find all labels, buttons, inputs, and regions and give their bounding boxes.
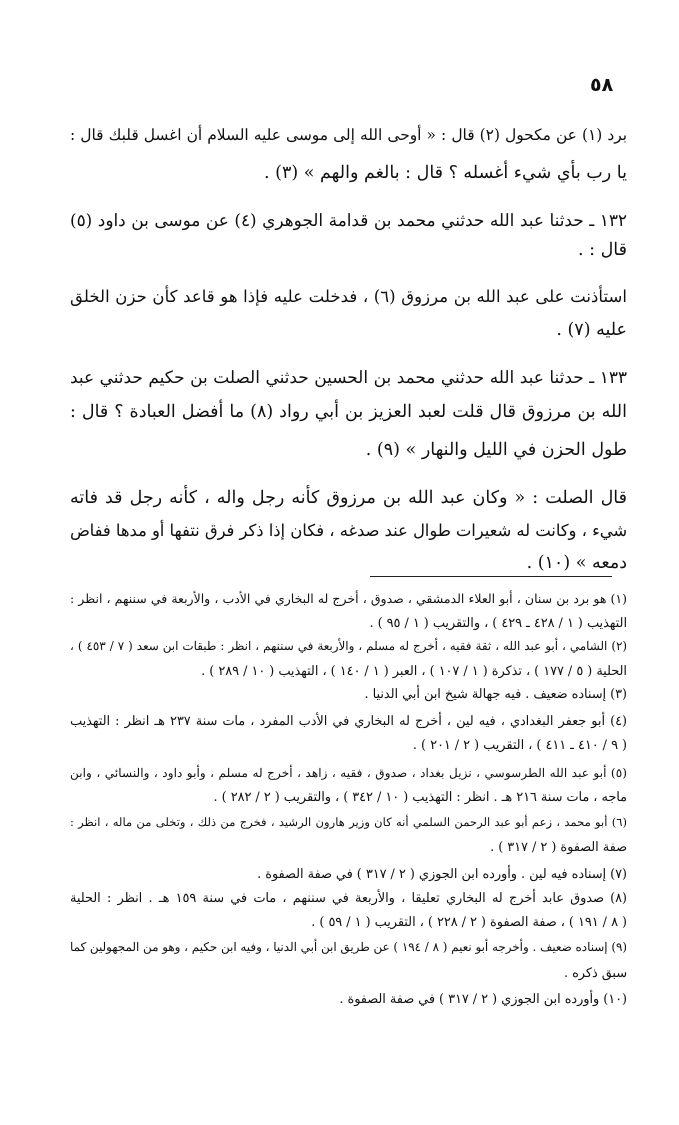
body-line: قال الصلت : « وكان عبد الله بن مرزوق كأنه رجل واله ، كأنه رجل قد فاته [70, 488, 627, 508]
footnote-line: (٣) إسناده ضعيف . فيه جهالة شيخ ابن أبي الدنيا . [364, 687, 627, 702]
footnote-line: (٤) أبو جعفر البغدادي ، فيه لين ، أخرج له البخاري في الأدب المفرد ، مات سنة ٢٣٧ هـ انظر : التهذيب [70, 714, 627, 729]
body-line: شيء ، وكانت له شعيرات طوال عند صدغه ، فكان إذا ذكر فرق نتفها أو مدها ففاض [70, 521, 627, 540]
footnote-line: (١) هو برد بن سنان ، أبو العلاء الدمشقي ، صدوق ، أخرج له البخاري في الأدب ، والأربعة في سننهم ، انظر : [70, 591, 627, 606]
page-number: ٥٨ [590, 74, 614, 96]
footnote-line: ماجه ، مات سنة ٢١٦ هـ . انظر : التهذيب ( ١٠ / ٣٤٢ ) ، والتقريب ( ٢ / ٢٨٢ ) . [213, 790, 627, 805]
body-line: استأذنت على عبد الله بن مرزوق (٦) ، فدخلت عليه فإذا هو قاعد كأن حزن الخلق [70, 287, 627, 306]
body-line: قال : . [578, 240, 627, 260]
body-line: ١٣٣ ـ حدثنا عبد الله حدثني محمد بن الحسين حدثني الصلت بن حكيم حدثني عبد [70, 367, 627, 387]
footnote-line: (٦) أبو محمد ، زعم أبو عبد الرحمن السلمي أنه كان وزير هارون الرشيد ، فخرج من ذلك ، وتخلى من ماله ، انظر : [70, 815, 627, 829]
footnote-line: ( ٨ / ١٩١ ) ، صفة الصفوة ( ٢ / ٢٢٨ ) ، التقريب ( ١ / ٥٩ ) . [311, 915, 627, 930]
footnote-line: (٨) صدوق عابد أخرج له البخاري تعليقا ، والأربعة في سننهم ، مات في سنة ١٥٩ هـ . انظر : الحلية [70, 891, 627, 906]
footnote-line: التهذيب ( ١ / ٤٢٨ ـ ٤٢٩ ) ، والتقريب ( ١ / ٩٥ ) . [369, 616, 627, 631]
footnote-line: الحلية ( ٥ / ١٧٧ ) ، تذكرة ( ١ / ١٠٧ ) ، العبر ( ١ / ١٤٠ ) ، التهذيب ( ١٠ / ٢٨٩ ) . [201, 664, 627, 679]
body-line: الله بن مرزوق قال قلت لعبد العزيز بن أبي رواد (٨) ما أفضل العبادة ؟ قال : [70, 402, 628, 422]
body-line: برد (١) عن مكحول (٢) قال : « أوحى الله إلى موسى عليه السلام أن اغسل قلبك قال : [70, 126, 627, 144]
footnote-line: (١٠) وأورده ابن الجوزي ( ٢ / ٣١٧ ) في صفة الصفوة . [339, 992, 627, 1007]
footnote-line: (٢) الشامي ، أبو عبد الله ، ثقة فقيه ، أخرج له مسلم ، والأربعة في سننهم ، انظر : طبقات ابن سعد ( ٧ / ٤٥٣ ) ، [70, 639, 627, 653]
body-line: ١٣٢ ـ حدثنا عبد الله حدثني محمد بن قدامة الجوهري (٤) عن موسى بن داود (٥) [70, 210, 627, 230]
footnote-separator [370, 576, 612, 577]
body-line: يا رب بأي شيء أغسله ؟ قال : بالغم والهم » (٣) . [264, 163, 627, 183]
body-line: دمعه » (١٠) . [526, 553, 627, 573]
body-line: طول الحزن في الليل والنهار » (٩) . [365, 440, 627, 460]
footnote-line: ( ٩ / ٤١٠ ـ ٤١١ ) ، التقريب ( ٢ / ٢٠١ ) . [412, 738, 627, 753]
footnote-line: (٥) أبو عبد الله الطرسوسي ، نزيل بغداد ، صدوق ، فقيه ، زاهد ، أخرج له مسلم ، وأبو داود ، والنسائي ، وابن [70, 766, 627, 780]
footnote-line: سبق ذكره . [563, 966, 627, 981]
body-line: عليه (٧) . [556, 320, 627, 340]
footnote-line: صفة الصفوة ( ٢ / ٣١٧ ) . [490, 840, 627, 855]
footnote-line: (٧) إسناده فيه لين . وأورده ابن الجوزي ( ٢ / ٣١٧ ) في صفة الصفوة . [257, 867, 627, 882]
footnote-line: (٩) إسناده ضعيف . وأخرجه أبو نعيم ( ٨ / ١٩٤ ) عن طريق ابن أبي الدنيا ، وفيه ابن حكيم ، وهو من المجهولين كما [69, 940, 627, 954]
